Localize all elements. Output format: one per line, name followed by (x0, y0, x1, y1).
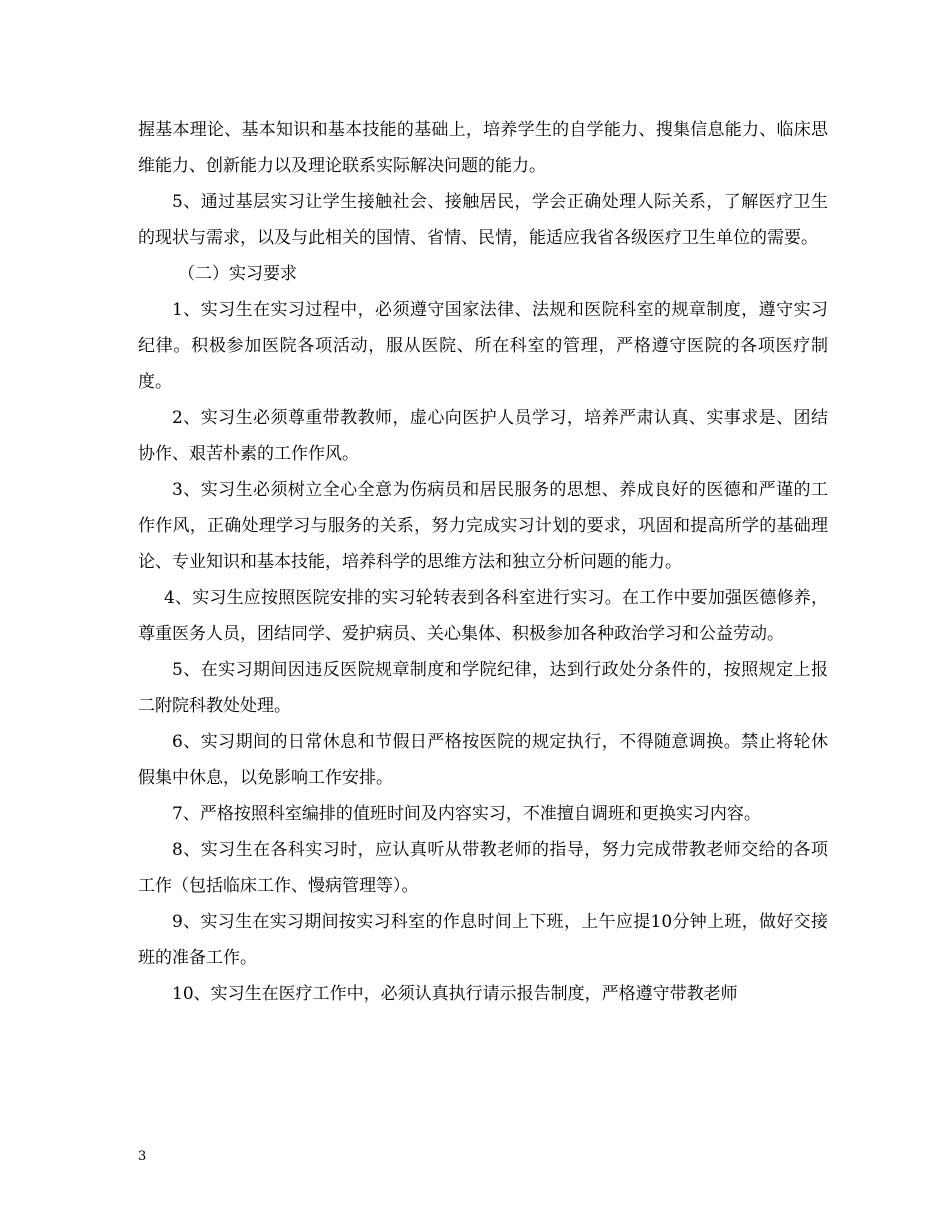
paragraph-objective-5: 5、通过基层实习让学生接触社会、接触居民，学会正确处理人际关系，了解医疗卫生的现状与需求，以及与此相关的国情、省情、民情，能适应我省各级医疗卫生单位的需要。 (138, 192, 828, 248)
paragraph-requirement-8: 8、实习生在各科实习时，应认真听从带教老师的指导，努力完成带教老师交给的各项工作（包括临床工作、慢病管理等）。 (138, 840, 828, 896)
paragraph-requirement-1: 1、实习生在实习过程中，必须遵守国家法律、法规和医院科室的规章制度，遵守实习纪律。积极参加医院各项活动，服从医院、所在科室的管理，严格遵守医院的各项医疗制度。 (138, 300, 828, 392)
document-body (138, 112, 828, 1012)
paragraph-requirement-7: 7、严格按照科室编排的值班时间及内容实习，不准擅自调班和更换实习内容。 (172, 804, 761, 824)
paragraph-requirement-10: 10、实习生在医疗工作中，必须认真执行请示报告制度，严格遵守带教老师 (172, 984, 738, 1004)
paragraph-continuation: 握基本理论、基本知识和基本技能的基础上，培养学生的自学能力、搜集信息能力、临床思维能力、创新能力以及理论联系实际解决问题的能力。 (138, 120, 828, 176)
paragraph-requirement-3: 3、实习生必须树立全心全意为伤病员和居民服务的思想、养成良好的医德和严谨的工作作风，正确处理学习与服务的关系，努力完成实习计划的要求，巩固和提高所学的基础理论、专业知识和基本技能，培养科学的思维方法和独立分析问题的能力。 (138, 480, 828, 572)
section-heading-internship-requirements: （二）实习要求 (178, 264, 297, 284)
paragraph-requirement-5: 5、在实习期间因违反医院规章制度和学院纪律，达到行政处分条件的，按照规定上报二附院科教处处理。 (138, 660, 828, 716)
paragraph-requirement-9: 9、实习生在实习期间按实习科室的作息时间上下班，上午应提10分钟上班，做好交接班的准备工作。 (138, 912, 828, 968)
paragraph-requirement-4: 4、实习生应按照医院安排的实习轮转表到各科室进行实习。在工作中要加强医德修养，尊重医务人员，团结同学、爱护病员、关心集体、积极参加各种政治学习和公益劳动。 (138, 588, 828, 644)
paragraph-requirement-2: 2、实习生必须尊重带教教师，虚心向医护人员学习，培养严肃认真、实事求是、团结协作、艰苦朴素的工作作风。 (138, 408, 828, 464)
paragraph-requirement-6: 6、实习期间的日常休息和节假日严格按医院的规定执行，不得随意调换。禁止将轮休假集中休息，以免影响工作安排。 (138, 732, 828, 788)
page-number: 3 (138, 1149, 147, 1164)
